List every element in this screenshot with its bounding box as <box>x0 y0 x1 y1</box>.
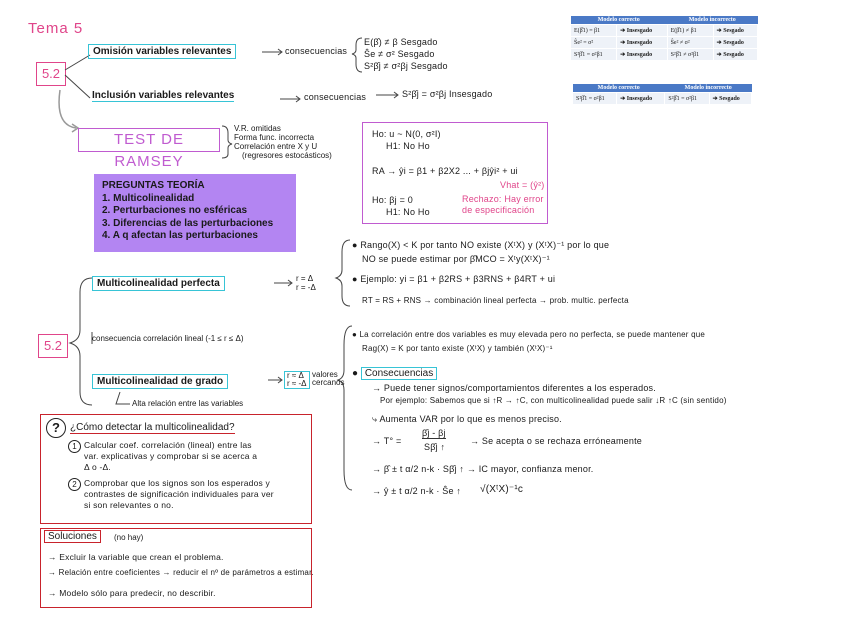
detectar-num-2: 2 <box>68 478 81 491</box>
corr-text-1: La correlación entre dos variables es muy elevada pero no perfecta, se puede mantener que <box>359 330 706 339</box>
t1-header-correct: Modelo correcto <box>571 16 668 25</box>
corr-line-2: Rag(X) = K por tanto existe (XᵗX) y también (XᵗX)⁻¹ <box>362 344 553 353</box>
grado-r-note-2: cercanos <box>312 378 345 387</box>
detectar-i2-l3: si son relevantes o no. <box>84 500 174 510</box>
ramsey-h3d: de especificación <box>462 205 535 215</box>
detectar-item-2 <box>84 478 274 511</box>
detectar-num-1: 1 <box>68 440 81 453</box>
rango-text-1: Rango(X) < K por tanto NO existe (XᵗX) y (XᵗX)⁻¹ por lo que <box>360 240 610 250</box>
detectar-i2-l1: Comprobar que los signos son los esperados y <box>84 478 270 488</box>
omision-result-2: Ŝe ≠ σ² Sesgado <box>364 49 435 59</box>
t1-cell: ➔ Sesgado <box>713 49 757 61</box>
soluciones-note: (no hay) <box>114 533 144 542</box>
consec-c6b: √(XᵗX)⁻¹c <box>480 484 524 495</box>
consec-c5-text: β̂ ± t α/2 n-k · Sβ̂j ↑ → IC mayor, confianza menor. <box>383 464 594 474</box>
detectar-title: ¿Cómo detectar la multicolinealidad? <box>70 422 235 433</box>
inclusion-result: S²β̂j = σ²βj Insesgado <box>402 89 493 99</box>
inclusion-label: Inclusión variables relevantes <box>92 90 235 101</box>
omision-text: Omisión variables relevantes <box>93 46 232 57</box>
consec-c5: → β̂ ± t α/2 n-k · Sβ̂j ↑ → IC mayor, confianza menor. <box>372 464 594 474</box>
ejemplo-text: Ejemplo: yi = β1 + β2RS + β3RNS + β4RT + ui <box>360 274 556 284</box>
consec-c4d: → Se acepta o se rechaza erróneamente <box>470 436 642 446</box>
omision-result-3: S²β̂j ≠ σ²βj Sesgado <box>364 61 448 71</box>
solucion-2-text: Relación entre coeficientes → reducir el nº de parámetros a estimar. <box>58 568 314 577</box>
table-row <box>571 37 758 49</box>
t2-cell: S²β̂1 = σ²β1 <box>665 93 709 105</box>
ramsey-h3 <box>372 194 430 218</box>
ejemplo-line: ● Ejemplo: yi = β1 + β2RS + β3RNS + β4RT + ui <box>352 274 556 284</box>
ramsey-h3b-line: H1: No Ho <box>386 207 430 217</box>
perfecta-r <box>296 274 316 292</box>
preguntas-item-1: 1. Multicolinealidad <box>102 192 195 204</box>
t2-cell: S²β̂1 = σ²β1 <box>573 93 617 105</box>
t1-cell: ➔ Insesgado <box>617 25 667 37</box>
perfecta-box <box>92 276 225 291</box>
preguntas-panel <box>94 174 296 252</box>
table-row <box>573 93 752 105</box>
perfecta-r-2: r = -Δ <box>296 283 316 292</box>
consec-c3: ⤷ Aumenta VAR por lo que es menos preciso. <box>372 414 562 424</box>
ramsey-h2b: Vhat = (ŷ²) <box>500 180 545 190</box>
preguntas-item-4: 4. A q afectan las perturbaciones <box>102 230 258 241</box>
section-label-5-2-a: 5.2 <box>36 62 66 86</box>
t1-cell: ➔ Insesgado <box>617 49 667 61</box>
grado-r-box <box>284 371 310 389</box>
model-table-2 <box>572 84 752 105</box>
perfecta-r-1: r = Δ <box>296 274 314 283</box>
t1-cell: E(β̂1) ≠ β1 <box>667 25 713 37</box>
t1-cell-text: Insesgado <box>626 52 653 58</box>
t1-cell-text: Sesgado <box>723 40 744 46</box>
t1-cell-text: Sesgado <box>723 28 744 34</box>
rt-line: RT = RS + RNS → combinación lineal perfecta → prob. multic. perfecta <box>362 296 629 305</box>
grado-r-note <box>312 371 344 387</box>
question-icon: ? <box>46 418 66 438</box>
omision-results <box>364 36 448 72</box>
t1-cell: Ŝe² = σ² <box>571 37 617 49</box>
consec-c1: → Puede tener signos/comportamientos diferentes a los esperados. <box>372 383 656 393</box>
t2-cell-text: Sesgado <box>719 96 740 102</box>
grado-r-2: r ≈ -Δ <box>287 379 307 388</box>
consec-c4c: Sβ̂j ↑ <box>424 442 446 452</box>
detectar-i1-l1: Calcular coef. correlación (lineal) entre las <box>84 440 252 450</box>
model-table-1 <box>570 16 758 61</box>
ramsey-h1-line: Ho: u ~ N(0, σ²I) <box>372 129 441 139</box>
t1-cell: S²β̂1 ≠ σ²β1 <box>667 49 713 61</box>
t1-cell-text: Sesgado <box>723 52 744 58</box>
solucion-1: → Excluir la variable que crean el problema. <box>48 552 224 562</box>
ramsey-note-2: Forma func. incorrecta <box>234 133 315 142</box>
solucion-3: → Modelo sólo para predecir, no describir. <box>48 588 216 598</box>
solucion-2: → Relación entre coeficientes → reducir el nº de parámetros a estimar. <box>48 568 314 577</box>
alta-relacion: Alta relación entre las variables <box>132 399 244 408</box>
soluciones-title: Soluciones <box>44 530 101 543</box>
grado-r-note-1: valores <box>312 370 338 379</box>
consec-c6: → ŷ ± t α/2 n-k · Ŝe ↑ <box>372 486 462 496</box>
omision-consec: consecuencias <box>285 46 348 56</box>
ramsey-h2: RA → ŷi = β1 + β2X2 ... + βjŷi² + ui <box>372 166 518 176</box>
t2-cell-text: Insesgado <box>626 96 653 102</box>
t2-cell: ➔ Insesgado <box>617 93 665 105</box>
detectar-i1-l3: Δ o -Δ. <box>84 462 111 472</box>
t1-cell: ➔ Sesgado <box>713 37 757 49</box>
ramsey-notes <box>234 124 332 160</box>
consec-c6a-text: ŷ ± t α/2 n-k · Ŝe ↑ <box>383 486 462 496</box>
page-title: Tema 5 <box>28 20 84 37</box>
t1-header-incorrect: Modelo incorrecto <box>667 16 757 25</box>
consec-c3-text: Aumenta VAR por lo que es menos preciso. <box>379 414 562 424</box>
consec-title: Consecuencias <box>361 367 437 380</box>
ramsey-note-4: (regresores estocásticos) <box>242 151 332 160</box>
rango-line-1: ● Rango(X) < K por tanto NO existe (XᵗX) y (XᵗX)⁻¹ por lo que <box>352 240 610 250</box>
ramsey-h1b-line: H1: No Ho <box>386 141 430 151</box>
consec-title-wrap: ● Consecuencias <box>352 368 437 379</box>
consec-c4b: β̂j - βj <box>422 428 446 438</box>
table-row <box>571 49 758 61</box>
ramsey-h1 <box>372 128 441 152</box>
t1-cell-text: Insesgado <box>626 28 653 34</box>
inclusion-consec: consecuencias <box>304 92 367 102</box>
solucion-3-text: Modelo sólo para predecir, no describir. <box>59 588 216 598</box>
preguntas-title: PREGUNTAS TEORÍA <box>102 180 205 191</box>
grado-r-1: r ≈ Δ <box>287 371 304 380</box>
ramsey-h3c: Rechazo: Hay error <box>462 194 544 204</box>
omision-result-1: E(β̂) ≠ β Sesgado <box>364 37 438 47</box>
corr-line-1: ● La correlación entre dos variables es muy elevada pero no perfecta, se puede mantener que <box>352 330 706 339</box>
preguntas-item-2: 2. Perturbaciones no esféricas <box>102 205 248 216</box>
ramsey-note-1: V.R. omitidas <box>234 124 281 133</box>
t2-cell: ➔ Sesgado <box>709 93 751 105</box>
detectar-item-1 <box>84 440 257 473</box>
t2-header-correct: Modelo correcto <box>573 84 665 93</box>
detectar-i1-l2: var. explicativas y comprobar si se acerca a <box>84 451 258 461</box>
omision-box <box>88 44 236 59</box>
t1-cell: Ŝe² ≠ σ² <box>667 37 713 49</box>
section-label-5-2-b: 5.2 <box>38 334 68 358</box>
solucion-1-text: Excluir la variable que crean el problema. <box>59 552 224 562</box>
t1-cell: E(β̂1) = β1 <box>571 25 617 37</box>
t1-cell: S²β̂1 = σ²β1 <box>571 49 617 61</box>
t1-cell: ➔ Sesgado <box>713 25 757 37</box>
table-row <box>571 25 758 37</box>
ramsey-reject <box>462 194 544 216</box>
detectar-i2-l2: contrastes de significación individuales para ver <box>84 489 274 499</box>
t2-header-incorrect: Modelo incorrecto <box>665 84 752 93</box>
t1-cell-text: Insesgado <box>626 40 653 46</box>
consec-corr: consecuencia correlación lineal (-1 ≤ r ≤ Δ) <box>92 334 244 343</box>
rango-line-2: NO se puede estimar por β̂MCO = Xᵗy(XᵗX)⁻¹ <box>362 254 550 264</box>
grado-text: Multicolinealidad de grado <box>97 376 224 387</box>
consec-c2: Por ejemplo: Sabemos que si ↑R → ↑C, con multicolinealidad puede salir ↓R ↑C (sin sentido) <box>380 396 727 405</box>
consec-c4a: → T° = <box>372 436 402 446</box>
ramsey-note-3: Correlación entre X y U <box>234 142 318 151</box>
grado-box <box>92 374 228 389</box>
preguntas-item-3: 3. Diferencias de las perturbaciones <box>102 217 274 229</box>
ramsey-box: TEST DE RAMSEY <box>78 128 220 152</box>
perfecta-text: Multicolinealidad perfecta <box>97 278 220 289</box>
consec-c4a-text: T° = <box>383 436 402 446</box>
t1-cell: ➔ Insesgado <box>617 37 667 49</box>
ramsey-h3-line: Ho: βj = 0 <box>372 195 413 205</box>
